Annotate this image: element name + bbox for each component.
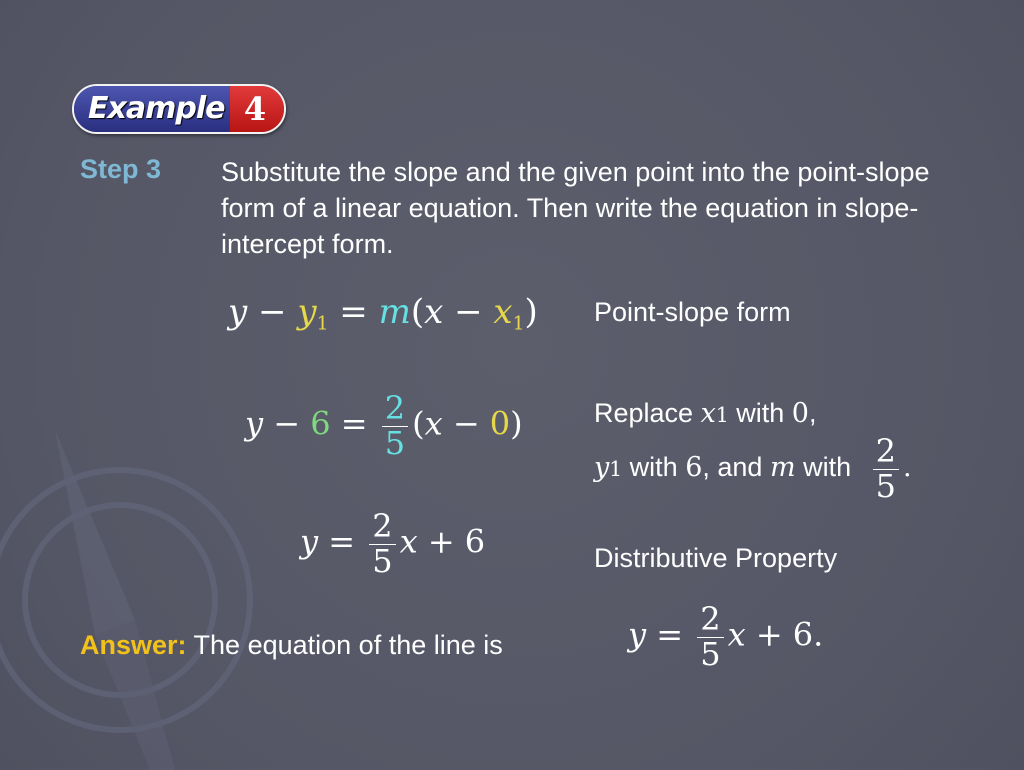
step-label: Step 3 (80, 154, 162, 184)
slope-intercept-equation: y = $\frac{2}{5}$ x + 6 (300, 507, 486, 580)
answer-line (80, 630, 503, 661)
point-slope-description: Point-slope form (594, 297, 791, 327)
answer-equation: y = $\frac{2}{5}$ x + 6. (628, 600, 824, 673)
answer-fraction: $\frac{2}{5}$ (697, 603, 723, 671)
replace-description: Replace x1 with 0, y1 with 6, and m with $\frac{2}{5}$ . (594, 398, 912, 505)
example-badge (72, 84, 286, 134)
example-badge-word: Example (74, 86, 230, 132)
distributive-description: Distributive Property (594, 543, 838, 573)
point-slope-equation: $y - y_1 = m(x - x_1)$ (228, 292, 538, 335)
substituted-equation: y − 6 = $\frac{2}{5}$ (x − 0) (245, 389, 523, 462)
example-badge-number: 4 (230, 86, 284, 132)
step-text: Substitute the slope and the given point into the point-slope form of a linear equation. Then write the equation in slope-intercept form. (221, 157, 930, 259)
slope-fraction: $\frac{2}{5}$ (382, 392, 408, 460)
description-slope-fraction: $\frac{2}{5}$ (873, 435, 899, 503)
distributed-fraction: $\frac{2}{5}$ (369, 510, 395, 578)
answer-label: Answer: (80, 630, 187, 660)
answer-text: The equation of the line is (193, 630, 503, 660)
